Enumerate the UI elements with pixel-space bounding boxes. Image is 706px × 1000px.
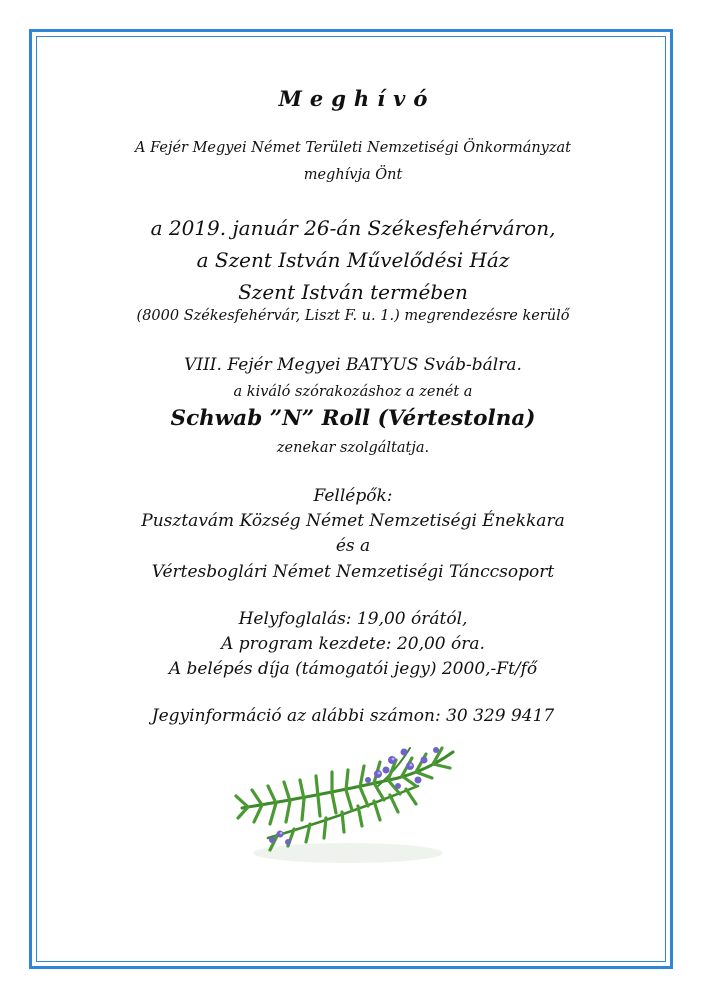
performers-heading: Fellépők: <box>313 486 393 506</box>
rosemary-sprig-icon <box>228 738 468 873</box>
performer-connector: és a <box>335 536 371 556</box>
ball-name: VIII. Fejér Megyei BATYUS Sváb-bálra. <box>184 355 522 375</box>
band-name: Schwab ”N” Roll (Vértestolna) <box>170 406 536 431</box>
event-address: (8000 Székesfehérvár, Liszt F. u. 1.) megrendezésre kerülő <box>136 308 570 324</box>
event-date: a 2019. január 26-án Székesfehérváron, <box>150 216 556 240</box>
performer-choir: Pusztavám Község Német Nemzetiségi Énekkara <box>141 511 565 531</box>
organizer-line: A Fejér Megyei Német Területi Nemzetiségi Önkormányzat <box>135 140 571 156</box>
invitation-title: Meghívó <box>278 86 436 111</box>
event-room: Szent István termében <box>238 280 468 304</box>
event-venue: a Szent István Művelődési Ház <box>196 248 510 272</box>
invites-line: meghívja Önt <box>303 167 403 183</box>
ticket-info: Jegyinformáció az alábbi számon: 30 329 9417 <box>151 706 555 726</box>
program-start: A program kezdete: 20,00 óra. <box>221 634 485 654</box>
band-suffix: zenekar szolgáltatja. <box>276 440 430 456</box>
entry-fee: A belépés díja (támogatói jegy) 2000,-Ft/fő <box>168 659 538 679</box>
music-intro: a kiváló szórakozáshoz a zenét a <box>233 384 473 400</box>
performer-dance-group: Vértesboglári Német Nemzetiségi Tánccsoport <box>151 562 555 582</box>
seating-info: Helyfoglalás: 19,00 órától, <box>238 609 468 629</box>
